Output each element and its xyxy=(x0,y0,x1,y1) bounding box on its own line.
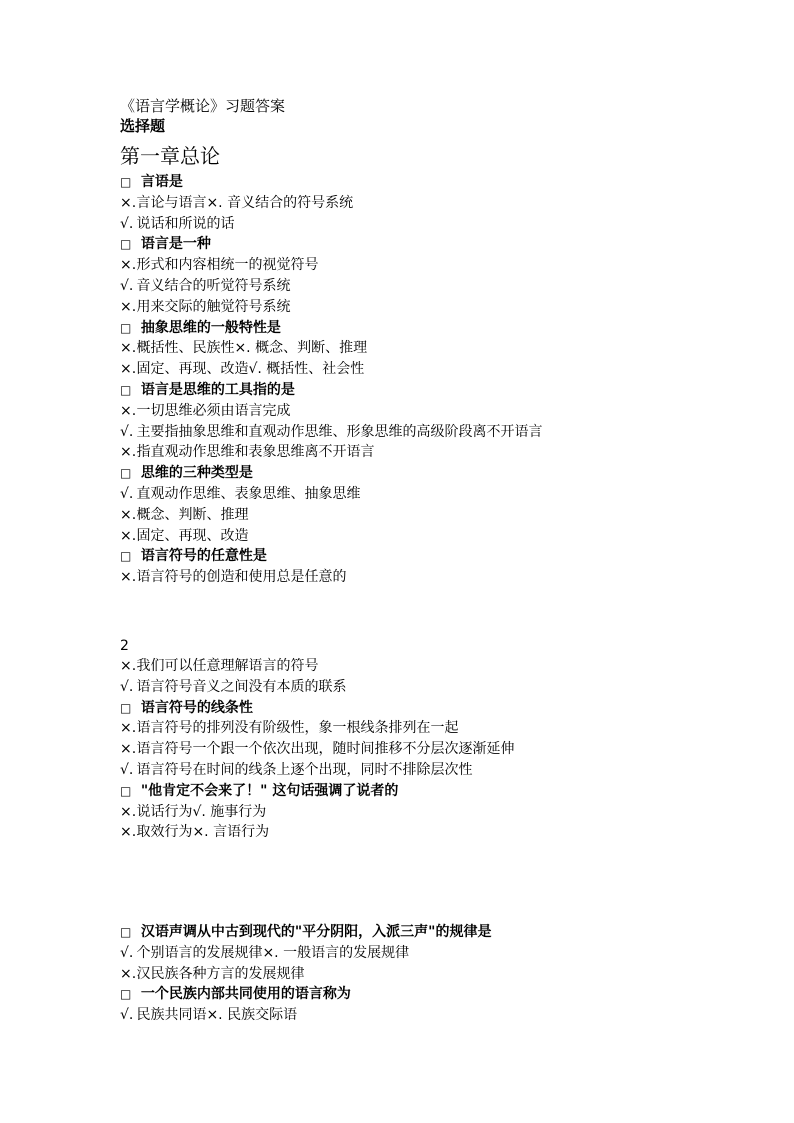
answer-option xyxy=(120,822,774,843)
option-text: 固定、再现、改造 xyxy=(136,527,249,544)
question-list-2 xyxy=(120,656,774,843)
cross-mark-icon: ×. xyxy=(120,444,137,461)
question-item xyxy=(120,380,774,401)
answer-option xyxy=(120,297,774,318)
question-item xyxy=(120,546,774,567)
option-text: 说话和所说的话 xyxy=(136,215,235,232)
cross-mark-icon: ×. xyxy=(120,402,137,419)
question-text: 一个民族内部共同使用的语言称为 xyxy=(140,986,351,1003)
document-title: 《语言学概论》习题答案 xyxy=(120,97,286,115)
check-mark-icon: √. xyxy=(120,423,134,440)
option-text: 语言符号在时间的线条上逐个出现，同时不排除层次性 xyxy=(136,761,473,778)
question-list-3 xyxy=(120,922,774,1026)
question-item xyxy=(120,781,774,802)
question-item xyxy=(120,234,774,255)
option-text: 我们可以任意理解语言的符号 xyxy=(136,658,319,674)
check-mark-icon: √. xyxy=(120,1007,134,1024)
option-text: 语言符号的排列没有阶级性，象一根线条排列在一起 xyxy=(136,720,459,737)
question-list-1 xyxy=(120,172,774,588)
check-mark-icon: √. xyxy=(120,678,134,695)
checkbox-icon: □ xyxy=(120,925,132,939)
option-text: 用来交际的触觉符号系统 xyxy=(136,298,291,315)
check-mark-icon: √. xyxy=(120,944,134,961)
question-text: 语言符号的任意性是 xyxy=(140,548,267,565)
answer-option xyxy=(120,760,774,781)
check-mark-icon: √. xyxy=(120,485,134,502)
question-text: 抽象思维的一般特性是 xyxy=(140,319,281,336)
checkbox-icon: □ xyxy=(120,382,132,397)
option-text: 主要指抽象思维和直观动作思维、形象思维的高级阶段离不开语言 xyxy=(136,423,543,440)
document-subtitle: 选择题 xyxy=(120,117,166,135)
checkbox-icon: □ xyxy=(120,987,132,1002)
answer-option xyxy=(120,214,774,235)
option-text: 言论与语言×. 音义结合的符号系统 xyxy=(136,194,354,211)
cross-mark-icon: ×. xyxy=(120,506,137,523)
checkbox-icon: □ xyxy=(120,175,132,189)
option-text: 一切思维必须由语言完成 xyxy=(136,402,291,419)
question-item xyxy=(120,698,774,719)
answer-option xyxy=(120,943,774,964)
answer-option xyxy=(120,338,774,359)
document-header xyxy=(120,96,774,588)
option-text: 民族共同语×. 民族交际语 xyxy=(136,1007,298,1024)
question-text: 思维的三种类型是 xyxy=(140,465,253,482)
question-item xyxy=(120,463,774,484)
option-text: 指直观动作思维和表象思维离不开语言 xyxy=(136,444,375,461)
checkbox-icon: □ xyxy=(120,549,132,564)
answer-option xyxy=(120,193,774,214)
question-text: 语言是思维的工具指的是 xyxy=(140,381,295,398)
answer-option xyxy=(120,359,774,380)
question-item xyxy=(120,922,774,943)
question-text: 汉语声调从中古到现代的"平分阴阳，入派三声"的规律是 xyxy=(140,924,492,940)
question-item xyxy=(120,984,774,1005)
chapter-heading: 第一章总论 xyxy=(120,144,220,168)
cross-mark-icon: ×. xyxy=(120,965,137,982)
cross-mark-icon: ×. xyxy=(120,720,137,737)
option-text: 语言符号的创造和使用总是任意的 xyxy=(136,569,347,586)
answer-option xyxy=(120,505,774,526)
answer-option xyxy=(120,526,774,547)
option-text: 汉民族各种方言的发展规律 xyxy=(136,965,305,982)
answer-option xyxy=(120,739,774,760)
checkbox-icon: □ xyxy=(120,700,132,715)
check-mark-icon: √. xyxy=(120,761,134,778)
question-text: 语言是一种 xyxy=(140,236,211,253)
answer-option xyxy=(120,718,774,739)
answer-option xyxy=(120,677,774,698)
cross-mark-icon: ×. xyxy=(120,741,137,758)
check-mark-icon: √. xyxy=(120,215,134,232)
question-text: 语言符号的线条性 xyxy=(140,699,253,716)
question-item xyxy=(120,172,774,193)
cross-mark-icon: ×. xyxy=(120,803,137,820)
cross-mark-icon: ×. xyxy=(120,658,137,674)
cross-mark-icon: ×. xyxy=(120,257,137,274)
check-mark-icon: √. xyxy=(120,277,134,294)
question-text: 言语是 xyxy=(140,174,183,190)
cross-mark-icon: ×. xyxy=(120,340,137,357)
option-text: 形式和内容相统一的视觉符号 xyxy=(136,257,319,274)
page-two-continued xyxy=(120,922,774,1026)
option-text: 音义结合的听觉符号系统 xyxy=(136,277,291,294)
option-text: 概念、判断、推理 xyxy=(136,506,249,523)
answer-option xyxy=(120,802,774,823)
question-text: "他肯定不会来了！" 这句话强调了说者的 xyxy=(140,782,399,799)
cross-mark-icon: ×. xyxy=(120,361,137,378)
option-text: 说话行为√. 施事行为 xyxy=(136,803,267,820)
checkbox-icon: □ xyxy=(120,320,132,335)
answer-option xyxy=(120,255,774,276)
option-text: 个别语言的发展规律×. 一般语言的发展规律 xyxy=(136,944,410,961)
page-two xyxy=(120,636,774,843)
question-item xyxy=(120,318,774,339)
cross-mark-icon: ×. xyxy=(120,824,137,841)
answer-option xyxy=(120,964,774,985)
answer-option xyxy=(120,401,774,422)
cross-mark-icon: ×. xyxy=(120,527,137,544)
cross-mark-icon: ×. xyxy=(120,194,137,211)
option-text: 直观动作思维、表象思维、抽象思维 xyxy=(136,485,361,502)
cross-mark-icon: ×. xyxy=(120,298,137,315)
answer-option xyxy=(120,422,774,443)
option-text: 语言符号音义之间没有本质的联系 xyxy=(136,678,347,695)
checkbox-icon: □ xyxy=(120,237,132,252)
answer-option xyxy=(120,442,774,463)
answer-option xyxy=(120,567,774,588)
answer-option xyxy=(120,1005,774,1026)
checkbox-icon: □ xyxy=(120,466,132,481)
page-number: 2 xyxy=(120,638,129,654)
answer-option xyxy=(120,276,774,297)
answer-option xyxy=(120,484,774,505)
option-text: 取效行为×. 言语行为 xyxy=(136,824,270,841)
answer-option xyxy=(120,656,774,677)
option-text: 概括性、民族性×. 概念、判断、推理 xyxy=(136,340,368,357)
option-text: 固定、再现、改造√. 概括性、社会性 xyxy=(136,361,365,378)
checkbox-icon: □ xyxy=(120,783,132,798)
option-text: 语言符号一个跟一个依次出现，随时间推移不分层次逐渐延伸 xyxy=(136,741,515,758)
cross-mark-icon: ×. xyxy=(120,569,137,586)
